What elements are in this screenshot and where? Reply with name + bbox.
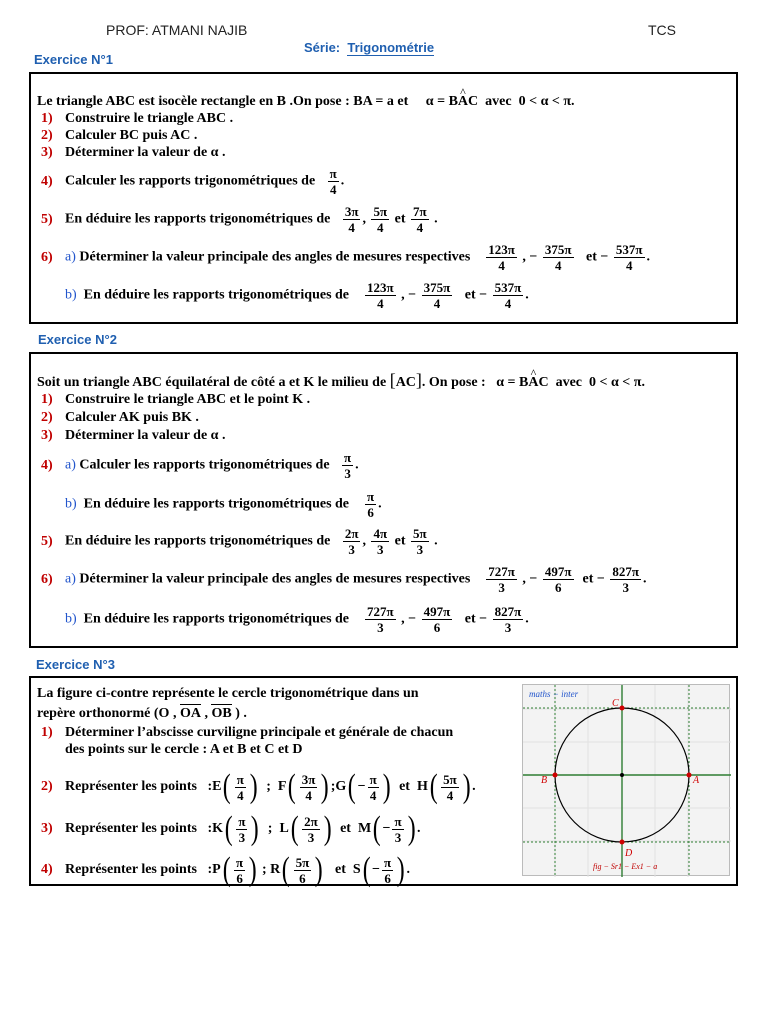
exercise-1-box	[29, 72, 738, 324]
unit-circle-svg	[523, 685, 731, 877]
ex3-q1a: 1) Déterminer l’abscisse curviligne principale et générale de chacun	[41, 725, 454, 740]
ex2-q4a: 4) a) Calculer les rapports trigonométriques de $\frac{\pi}{3}$ .	[41, 450, 359, 481]
watermark-text: maths − inter	[529, 689, 579, 699]
exercise-2-title: Exercice N°2	[38, 332, 117, 347]
fraction: $\frac{\pi}{4}$	[329, 166, 337, 197]
point-d	[620, 840, 625, 845]
ex1-q3: 3) Déterminer la valeur de α .	[41, 145, 226, 160]
ex3-q2: 2) Représenter les points :E( $\frac{\pi}{4}$ ) ; F( $\frac{3\pi}{4}$ ) ;G( − $\frac{\pi}{4}$ ) et H( $\frac{5\pi}{4}$ ) .	[41, 768, 476, 805]
teacher-name: PROF: ATMANI NAJIB	[106, 22, 248, 38]
ex2-q6a: 6) a) Déterminer la valeur principale des angles de mesures respectives $\frac{727\pi}{3}$ , − $\frac{497\pi}{6}$ et − $\frac{827\pi}{3}$ .	[41, 564, 647, 595]
ex2-q6b: b) En déduire les rapports trigonométriques de $\frac{727\pi}{3}$ , − $\frac{497\pi}{6}$ et − $\frac{827\pi}{3}$ .	[65, 604, 529, 635]
exercise-1-title: Exercice N°1	[34, 52, 113, 67]
ex1-q4: 4) Calculer les rapports trigonométriques de $\frac{\pi}{4}$ .	[41, 166, 345, 197]
ex3-intro-2: repère orthonormé (O , OA , OB ) .	[37, 706, 247, 721]
point-c	[620, 706, 625, 711]
label-c: C	[612, 698, 619, 709]
ex2-q2: 2) Calculer AK puis BK .	[41, 410, 199, 425]
ex2-q1: 1) Construire le triangle ABC et le point K .	[41, 392, 311, 407]
ex2-q4b: b) En déduire les rapports trigonométriques de $\frac{\pi}{6}$ .	[65, 489, 382, 520]
ex3-intro-1: La figure ci-contre représente le cercle trigonométrique dans un	[37, 686, 419, 701]
ex2-q5: 5) En déduire les rapports trigonométriques de $\frac{2\pi}{3}$ , $\frac{4\pi}{3}$ et $\frac{5\pi}{3}$ .	[41, 526, 438, 557]
ex3-q3: 3) Représenter les points :K( $\frac{\pi}{3}$ ) ; L( $\frac{2\pi}{3}$ ) et M( − $\frac{\pi}{3}$ ) .	[41, 810, 421, 847]
ex1-q6a: 6) a) Déterminer la valeur principale des angles de mesures respectives $\frac{123\pi}{4}$ , − $\frac{375\pi}{4}$ et − $\frac{537\pi}{4}$ .	[41, 242, 651, 273]
ex1-q2: 2) Calculer BC puis AC .	[41, 128, 198, 143]
ex1-q5: 5) En déduire les rapports trigonométriques de $\frac{3\pi}{4}$ , $\frac{5\pi}{4}$ et $\frac{7\pi}{4}$ .	[41, 204, 438, 235]
unit-circle-figure	[522, 684, 730, 876]
series-title: Série: Trigonométrie	[304, 40, 435, 55]
origin-point	[620, 773, 624, 777]
ex1-q1: 1) Construire le triangle ABC .	[41, 111, 234, 126]
label-d: D	[625, 848, 633, 859]
ex3-q1b: des points sur le cercle : A et B et C et D	[65, 742, 303, 757]
point-b	[553, 773, 558, 778]
class-level: TCS	[648, 22, 676, 38]
exercise-2-box	[29, 352, 738, 648]
ex1-intro: Le triangle ABC est isocèle rectangle en B .On pose : BA = a et α = B^ AC avec 0 < α < π.	[37, 94, 575, 110]
label-a: A	[693, 775, 700, 786]
exercise-3-title: Exercice N°3	[36, 657, 115, 672]
ex2-intro: Soit un triangle ABC équilatéral de côté a et K le milieu de [AC]. On pose : α = B^ AC avec 0 < α < π.	[37, 372, 645, 391]
ex3-q4: 4) Représenter les points :P( $\frac{\pi}{6}$ ) ; R( $\frac{5\pi}{6}$ ) et S( − $\frac{\pi}{6}$ ) .	[41, 851, 410, 888]
ex2-q3: 3) Déterminer la valeur de α .	[41, 428, 226, 443]
point-a	[687, 773, 692, 778]
label-b: B	[541, 775, 548, 786]
ex1-q6b: b) En déduire les rapports trigonométriques de $\frac{123\pi}{4}$ , − $\frac{375\pi}{4}$ et − $\frac{537\pi}{4}$ .	[65, 280, 529, 311]
figure-caption: fig − Sr1 − Ex1 − a	[593, 862, 658, 871]
